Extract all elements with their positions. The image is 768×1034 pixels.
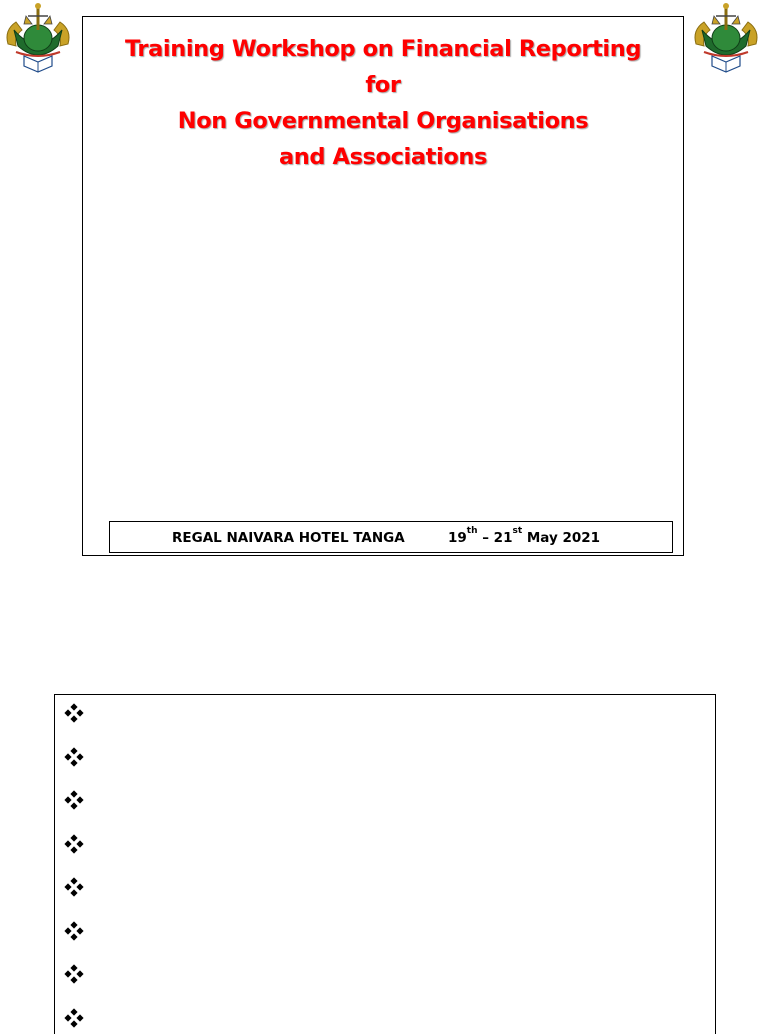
title-line-2: for bbox=[365, 72, 401, 98]
four-diamond-bullet-icon bbox=[64, 921, 84, 941]
date-month-year: May 2021 bbox=[522, 530, 601, 546]
date-end-day: 21 bbox=[493, 530, 513, 546]
coat-of-arms-icon bbox=[688, 0, 764, 76]
four-diamond-bullet-icon bbox=[64, 790, 84, 810]
date-dash: – bbox=[477, 530, 494, 546]
four-diamond-bullet-icon bbox=[64, 877, 84, 897]
coat-of-arms-icon bbox=[0, 0, 76, 76]
venue-box bbox=[109, 521, 673, 553]
title-line-3: Non Governmental Organisations bbox=[177, 108, 589, 134]
title-line-1: Training Workshop on Financial Reporting bbox=[124, 36, 642, 62]
four-diamond-bullet-icon bbox=[64, 747, 84, 767]
bullet-list-box bbox=[54, 694, 716, 1034]
date-start-day: 19 bbox=[448, 530, 467, 546]
four-diamond-bullet-icon bbox=[64, 964, 84, 984]
title-line-4: and Associations bbox=[279, 144, 487, 170]
venue-name: REGAL NAIVARA HOTEL TANGA bbox=[172, 530, 405, 546]
venue-date bbox=[448, 526, 601, 546]
date-end-suffix: st bbox=[512, 526, 523, 536]
date-start-suffix: th bbox=[466, 526, 478, 536]
title-slide bbox=[82, 16, 684, 556]
slide-title bbox=[83, 31, 683, 175]
four-diamond-bullet-icon bbox=[64, 834, 84, 854]
four-diamond-bullet-icon bbox=[64, 703, 84, 723]
four-diamond-bullet-icon bbox=[64, 1008, 84, 1028]
